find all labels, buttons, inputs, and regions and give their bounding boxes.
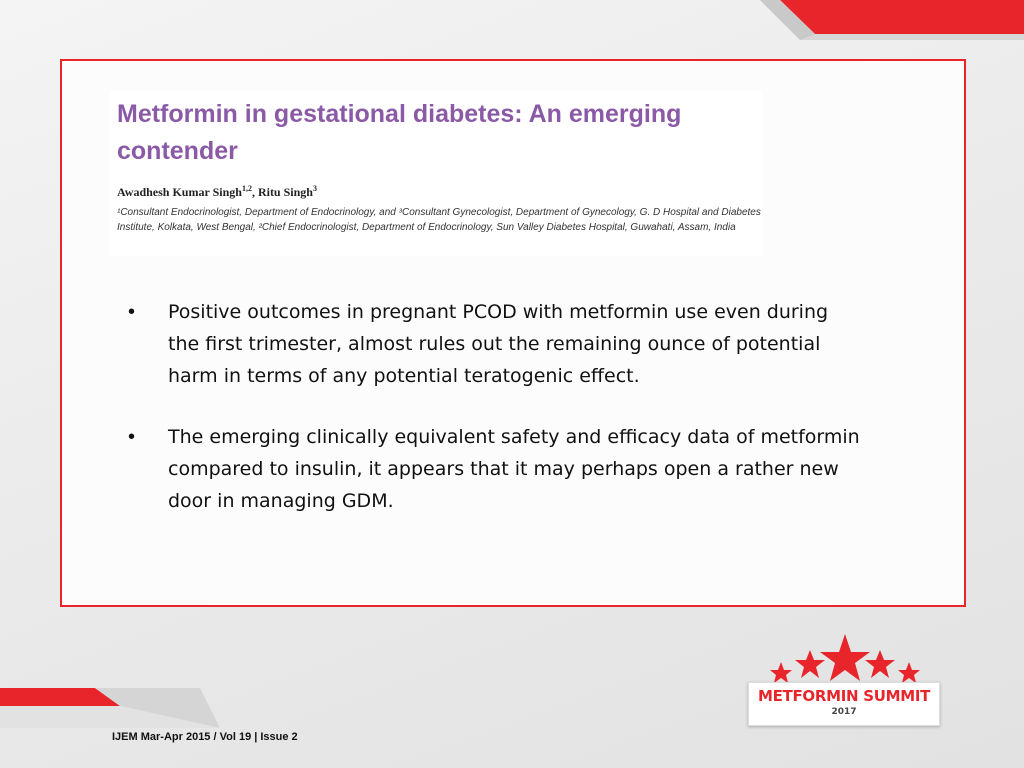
author-separator: , bbox=[251, 185, 258, 199]
article-authors bbox=[117, 184, 317, 200]
author-affiliation-marker: 3 bbox=[312, 184, 317, 193]
list-item bbox=[124, 296, 864, 392]
bullet-icon: • bbox=[128, 426, 136, 448]
logo-name: METFORMIN SUMMIT bbox=[757, 687, 931, 705]
author-name: Ritu Singh bbox=[257, 185, 313, 199]
article-affiliation: ¹Consultant Endocrinologist, Department of Endocrinology, and ³Consultant Gynecologist, Department of Gynecology, G. D Hospital and Diabetes Institute, Kolkata, West Bengal, ²Chief Endocrinologist, Department of Endocrinology, Sun Valley Diabetes Hospital, Guwahati, Assam, India bbox=[117, 207, 761, 233]
metformin-summit-logo bbox=[738, 632, 952, 728]
star-icon bbox=[898, 662, 920, 683]
bullet-text: Positive outcomes in pregnant PCOD with metformin use even during the first trimester, almost rules out the remaining ounce of potential harm in terms of any potential teratogenic effect. bbox=[168, 301, 829, 387]
logo-badge bbox=[748, 682, 940, 726]
logo-year: 2017 bbox=[831, 707, 857, 717]
author-name: Awadhesh Kumar Singh bbox=[117, 185, 242, 199]
list-item bbox=[124, 421, 864, 517]
article-title: Metformin in gestational diabetes: An emerging contender bbox=[117, 100, 682, 165]
bullet-icon: • bbox=[128, 301, 136, 323]
top-right-stripes bbox=[0, 0, 1024, 60]
star-icon bbox=[820, 634, 870, 681]
bullet-text: The emerging clinically equivalent safety and efficacy data of metformin compared to insulin, it appears that it may perhaps open a rather new door in managing GDM. bbox=[168, 426, 860, 512]
star-icon bbox=[865, 650, 895, 678]
author-affiliation-marker: 1,2 bbox=[241, 184, 252, 193]
bullet-list bbox=[124, 296, 864, 546]
star-icon bbox=[795, 650, 825, 678]
star-icon bbox=[770, 662, 792, 683]
journal-citation: IJEM Mar-Apr 2015 / Vol 19 | Issue 2 bbox=[112, 731, 298, 743]
article-header-image bbox=[110, 90, 762, 256]
